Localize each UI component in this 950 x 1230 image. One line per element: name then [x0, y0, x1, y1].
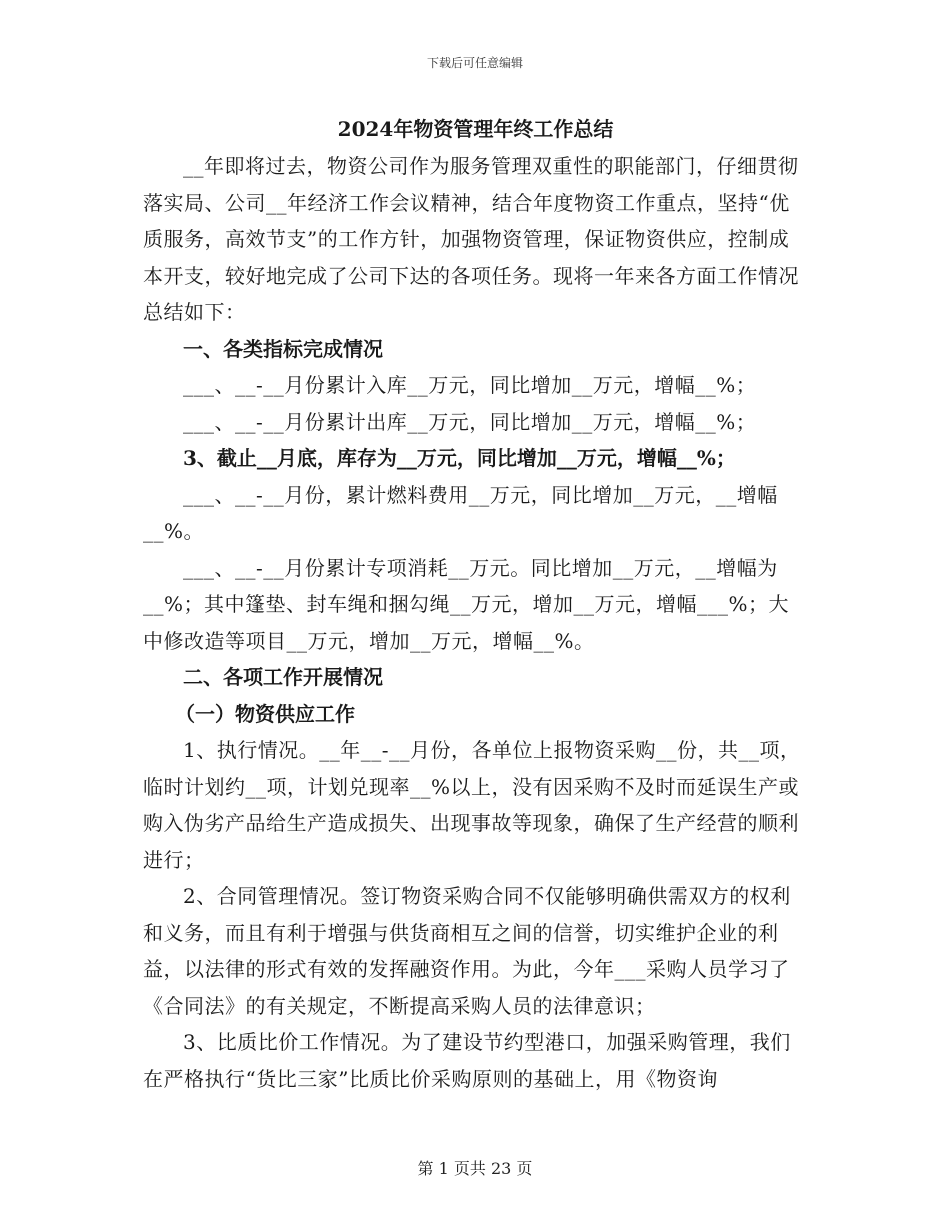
paragraph-fuel: ___、__-__月份，累计燃料费用__万元，同比增加__万元，__增幅__%。: [143, 482, 778, 543]
paragraph-execution: 1、执行情况。__年__-__月份，各单位上报物资采购__份，共__项，临时计划约__项，计划兑现率__%以上，没有因采购不及时而延误生产或购入伪劣产品给生产造成损失、出现事故等现象，确保了生产经营的顺利进行；: [143, 738, 801, 872]
section-heading-1: 一、各类指标完成情况: [183, 336, 383, 361]
section-heading-2: 二、各项工作开展情况: [183, 665, 383, 689]
paragraph-special-consumption: ___、__-__月份累计专项消耗__万元。同比增加__万元，__增幅为__%；其中篷垫、封车绳和捆勾绳__万元，增加__万元，增幅___%；大中修改造等项目__万元，增加__万元，增幅__%。: [143, 555, 790, 653]
page-footer: 第 1 页共 23 页: [417, 1159, 533, 1178]
document-title: 2024年物资管理年终工作总结: [337, 117, 614, 141]
paragraph-inventory: 3、截止__月底，库存为__万元，同比增加__万元，增幅__%；: [183, 446, 736, 470]
document-body: [143, 112, 808, 1097]
paragraph-inbound: ___、__-__月份累计入库__万元，同比增加__万元，增幅__%；: [183, 373, 757, 397]
paragraph-intro: __年即将过去，物资公司作为服务管理双重性的职能部门，仔细贯彻落实局、公司__年经济工作会议精神，结合年度物资工作重点，坚持“优质服务，高效节支”的工作方针，加强物资管理，保证物资供应，控制成本开支，较好地完成了公司下达的各项任务。现将一年来各方面工作情况总结如下：: [143, 154, 799, 324]
subsection-heading-1: （一）物资供应工作: [175, 701, 355, 726]
header-note: 下载后可任意编辑: [426, 56, 523, 70]
paragraph-contract: 2、合同管理情况。签订物资采购合同不仅能够明确供需双方的权利和义务，而且有利于增强与供货商相互之间的信誉，切实维护企业的利益，以法律的形式有效的发挥融资作用。为此，今年___采购人员学习了《合同法》的有关规定，不断提高采购人员的法律意识；: [143, 884, 791, 1018]
paragraph-outbound: ___、__-__月份累计出库__万元，同比增加__万元，增幅__%；: [183, 409, 757, 434]
paragraph-price-comparison: 3、比质比价工作情况。为了建设节约型港口，加强采购管理，我们在严格执行“货比三家”比质比价采购原则的基础上，用《物资询: [143, 1030, 791, 1091]
